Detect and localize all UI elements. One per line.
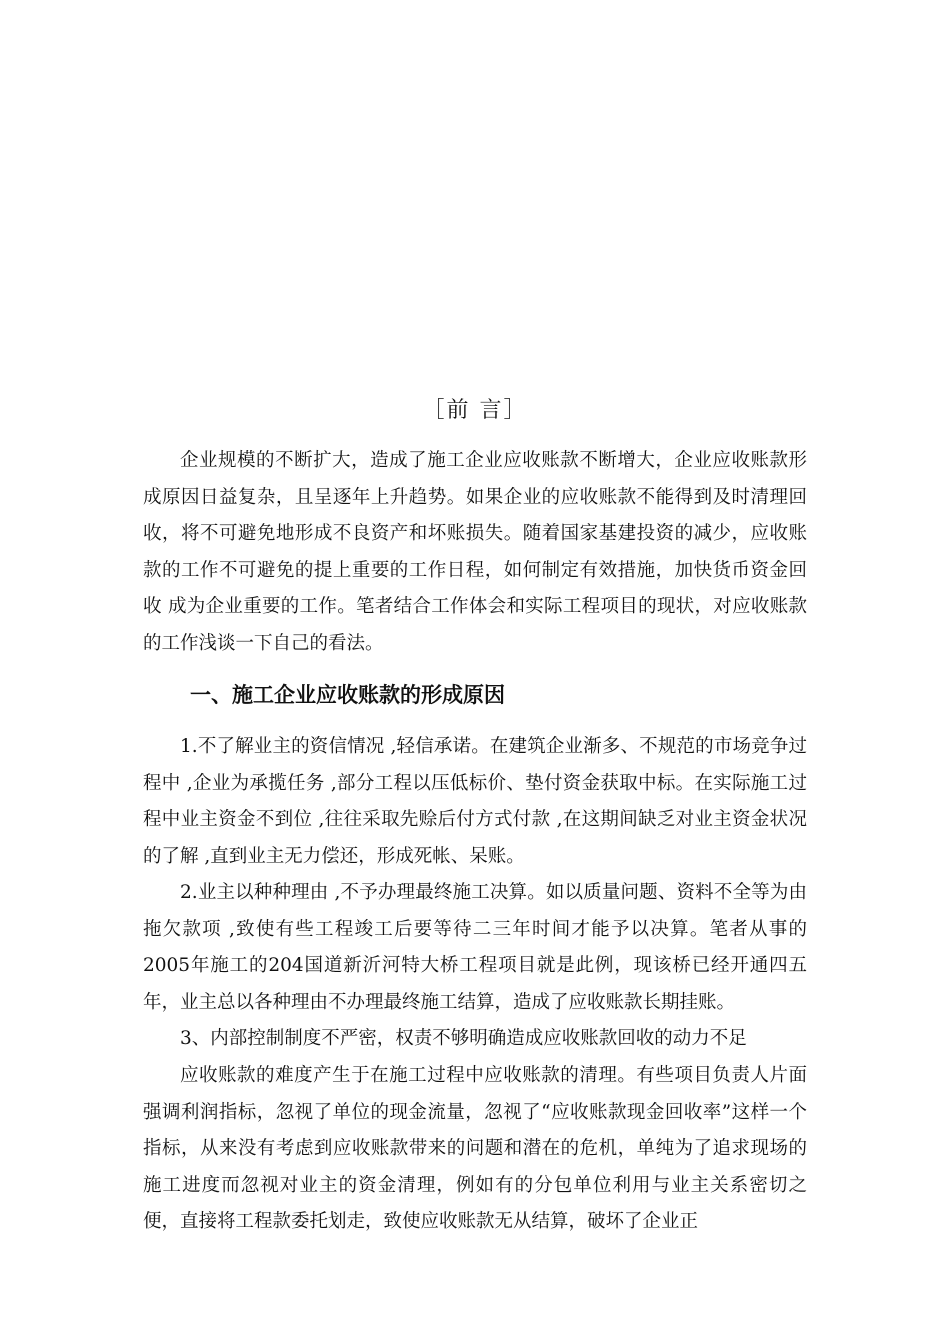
paragraph-item-3-heading: 3、内部控制制度不严密，权责不够明确造成应收账款回收的动力不足 xyxy=(180,1028,747,1049)
section-heading: 一、施工企业应收账款的形成原因 xyxy=(190,683,505,707)
paragraph-item-2: 2.业主以种种理由 ,不予办理最终施工决算。如以质量问题、资料不全等为由拖欠款项 ,致使有些工程竣工后要等待二三年时间才能予以决算。笔者从事的2005年施工的204国道新沂河特大桥工程项目就是此例，现该桥已经开通四五年，业主总以各种理由不办理最终施工结算，造成了应收账款长期挂账。 xyxy=(143,882,807,1013)
paragraph-item-1: 1.不了解业主的资信情况 ,轻信承诺。在建筑企业渐多、不规范的市场竞争过程中 ,企业为承揽任务 ,部分工程以压低标价、垫付资金获取中标。在实际施工过程中业主资金不到位 ,往往采取先赊后付方式付款 ,在这期间缺乏对业主资金状况的了解 ,直到业主无力偿还，形成死帐、呆账。 xyxy=(143,736,807,867)
intro-paragraph: 企业规模的不断扩大，造成了施工企业应收账款不断增大，企业应收账款形成原因日益复杂，且呈逐年上升趋势。如果企业的应收账款不能得到及时清理回收，将不可避免地形成不良资产和坏账损失。随着国家基建投资的减少，应收账款的工作不可避免的提上重要的工作日程，如何制定有效措施，加快货币资金回收 成为企业重要的工作。笔者结合工作体会和实际工程项目的现状，对应收账款的工作浅谈一下自己的看法。 xyxy=(143,450,807,654)
document-title: ［前 言］ xyxy=(422,398,528,423)
paragraph-item-3-body: 应收账款的难度产生于在施工过程中应收账款的清理。有些项目负责人片面强调利润指标，忽视了单位的现金流量，忽视了“应收账款现金回收率”这样一个指标，从来没有考虑到应收账款带来的问题和潜在的危机，单纯为了追求现场的施工进度而忽视对业主的资金清理，例如有的分包单位利用与业主关系密切之便，直接将工程款委托划走，致使应收账款无从结算，破坏了企业正 xyxy=(143,1065,807,1233)
